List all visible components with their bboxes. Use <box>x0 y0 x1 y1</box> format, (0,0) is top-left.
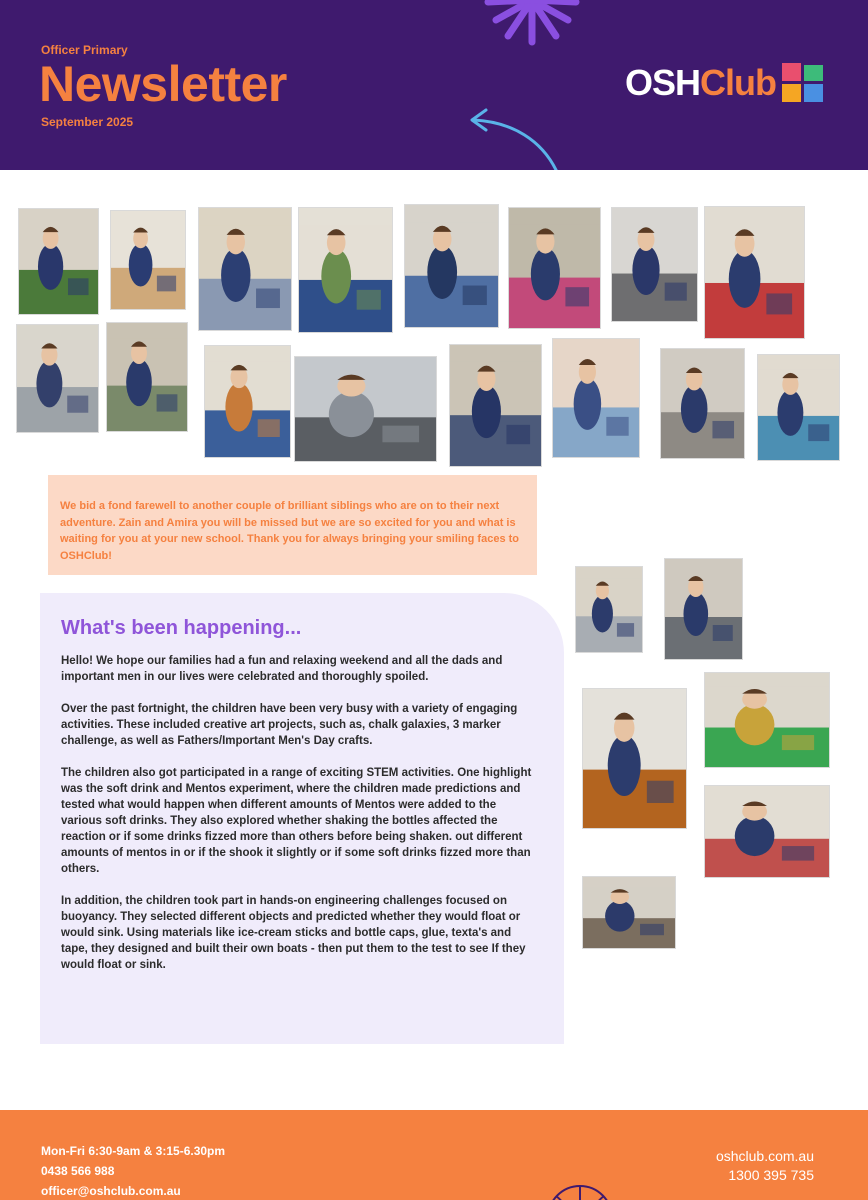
photo-foil-boat <box>575 566 643 653</box>
issue-date: September 2025 <box>41 115 134 129</box>
logo-blocks-icon <box>782 63 824 103</box>
photo-table-group <box>757 354 840 461</box>
happening-paragraph: Hello! We hope our families had a fun and relaxing weekend and all the dads and important men in our lives were celebrated and thoroughly spoiled. <box>61 655 503 683</box>
photo-soda-bottle <box>582 688 687 829</box>
photo-sandpit <box>16 324 99 433</box>
logo-text-accent: Club <box>700 62 776 103</box>
photo-lego-table <box>704 672 830 768</box>
happening-paragraph: The children also got participated in a range of exciting STEM activities. One highlight was the soft drink and Mentos experiment, where the children made predictions and tested what would happen when different amounts of Mentos were added to the various soft drinks. They also explored whether shaking the bottles affected the reaction or if some drinks fizzed more than others before being shaken. out different amounts of mentos in or if the shook it slightly or if some soft drinks fizzed more than others. <box>61 767 532 875</box>
opening-hours: Mon-Fri 6:30-9am & 3:15-6.30pm <box>41 1144 226 1158</box>
photo-oval-running <box>294 356 437 462</box>
logo-text-primary: OSH <box>625 62 701 103</box>
photo-craft-tray <box>110 210 186 310</box>
photo-group-activity-room <box>704 206 805 339</box>
photo-floor-play <box>582 876 676 949</box>
curved-arrow-icon <box>462 100 572 170</box>
main-phone-number: 1300 395 735 <box>728 1167 814 1183</box>
happening-paragraph: In addition, the children took part in hands-on engineering challenges focused on buoyancy. They selected different objects and predicted whether they would float or would sink. Using materials like ice-cream sticks and bottle caps, glue, texta's and tape, they designed and built their own boats - then put them to the test to see If they would float or sink. <box>61 895 526 971</box>
newsletter-header <box>0 0 868 170</box>
happening-paragraph: Over the past fortnight, the children have been very busy with a variety of engaging activities. These included creative art projects, such as, chalk galaxies, 3 marker challenge, as well as Fathers/Important Men's Day crafts. <box>61 703 518 747</box>
photo-circle-activity <box>449 344 542 467</box>
happening-panel <box>40 593 564 1044</box>
photo-child-eating <box>552 338 640 458</box>
photo-chalk-drawing <box>404 204 499 328</box>
photo-table-science <box>204 345 291 458</box>
basketball-icon <box>540 1178 620 1200</box>
oshclub-logo <box>625 63 824 103</box>
farewell-callout <box>48 475 537 575</box>
website-link[interactable]: oshclub.com.au <box>715 1148 814 1164</box>
school-name: Officer Primary <box>41 43 128 57</box>
farewell-text: We bid a fond farewell to another couple of brilliant siblings who are on to their next adventure. Zain and Amira you will be missed but we are so excited for you and what is waiting for you at your new school. Thank you for always bringing your smiling faces to OSHClub! <box>60 500 520 562</box>
photo-classroom-art-table <box>198 207 292 331</box>
photo-lego-room <box>664 558 743 660</box>
photo-child-at-desk <box>298 207 393 333</box>
phone-number: 0438 566 988 <box>41 1164 115 1178</box>
photo-children-hugging <box>611 207 698 322</box>
photo-group-seated-floor <box>106 322 188 432</box>
footer-brand-contact <box>716 1147 814 1185</box>
email-link[interactable]: officer@oshclub.com.au <box>41 1184 181 1198</box>
photo-boat-building <box>704 785 830 878</box>
footer-contact <box>41 1141 225 1200</box>
starburst-decoration <box>482 0 582 50</box>
photo-child-on-ground <box>660 348 745 459</box>
page-title: Newsletter <box>39 56 287 112</box>
photo-child-outdoor-bottle <box>18 208 99 315</box>
happening-heading: What's been happening... <box>61 617 302 639</box>
photo-playground-climber <box>508 207 601 329</box>
newsletter-footer <box>0 1110 868 1200</box>
